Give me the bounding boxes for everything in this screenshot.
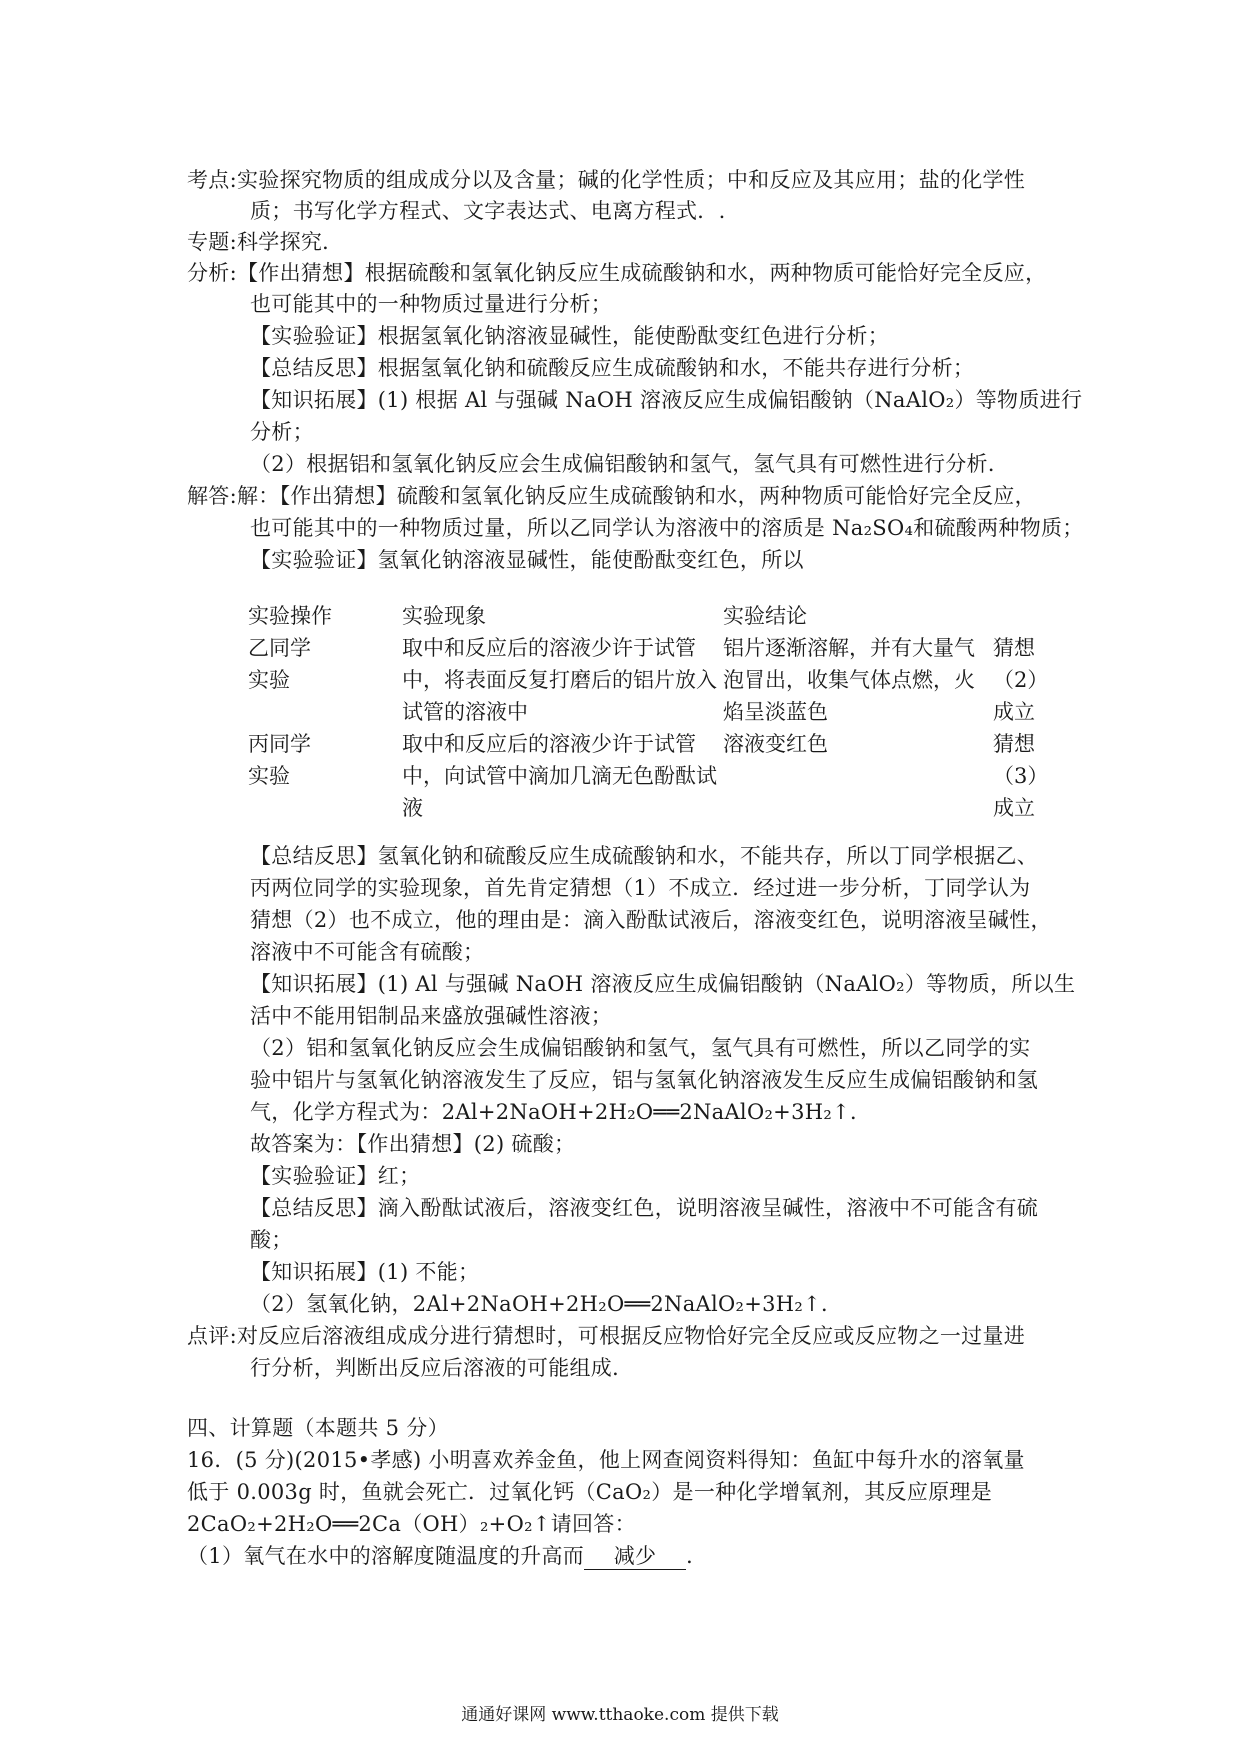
jieda-text-18: （2）氢氧化钠，2Al+2NaOH+2H₂O══2NaAlO₂+3H₂↑． (250, 1292, 843, 1316)
table-header-operation: 实验操作 (248, 604, 332, 628)
jieda-text-8: 【知识拓展】(1) Al 与强碱 NaOH 溶液反应生成偏铝酸钠（NaAlO₂）等物质，所以生 (250, 972, 1076, 996)
kaodian-label: 考点: (187, 168, 237, 192)
table-cell: 猜想 (993, 636, 1035, 660)
table-cell: 中，将表面反复打磨后的铝片放入 (402, 668, 717, 692)
zhuanti-label: 专题: (187, 230, 237, 254)
jieda-text-10: （2）铝和氢氧化钠反应会生成偏铝酸钠和氢气，氢气具有可燃性，所以乙同学的实 (250, 1036, 1031, 1060)
table-cell: 丙同学 (248, 732, 311, 756)
jieda-text-4: 【总结反思】氢氧化钠和硫酸反应生成硫酸钠和水，不能共存，所以丁同学根据乙、 (250, 844, 1039, 868)
fenxi-text-7: （2）根据铝和氢氧化钠反应会生成偏铝酸钠和氢气，氢气具有可燃性进行分析． (250, 452, 1010, 476)
table-cell: 焰呈淡蓝色 (723, 700, 828, 724)
zhuanti-line (187, 226, 343, 258)
fenxi-text-5: 【知识拓展】(1) 根据 Al 与强碱 NaOH 溶液反应生成偏铝酸钠（NaAlO₂）等物质进行 (250, 388, 1083, 412)
table-cell: 取中和反应后的溶液少许于试管 (402, 636, 696, 660)
question-16-line-3: 2CaO₂+2H₂O══2Ca（OH）₂+O₂↑请回答： (187, 1512, 636, 1536)
jieda-text-2: 也可能其中的一种物质过量，所以乙同学认为溶液中的溶质是 Na₂SO₄和硫酸两种物质； (250, 516, 1084, 540)
table-cell: （2） (993, 668, 1049, 692)
table-cell: 猜想 (993, 732, 1035, 756)
fenxi-text-4: 【总结反思】根据氢氧化钠和硫酸反应生成硫酸钠和水，不能共存进行分析； (250, 356, 975, 380)
jieda-text-13: 故答案为：【作出猜想】(2) 硫酸； (250, 1132, 576, 1156)
jieda-text-15: 【总结反思】滴入酚酞试液后，溶液变红色，说明溶液呈碱性，溶液中不可能含有硫 (250, 1196, 1039, 1220)
fenxi-text-6: 分析； (250, 420, 314, 444)
zhuanti-text: 科学探究． (236, 230, 344, 254)
jieda-text-6: 猜想（2）也不成立，他的理由是：滴入酚酞试液后，溶液变红色，说明溶液呈碱性， (250, 908, 1052, 932)
jieda-text-14: 【实验验证】红； (250, 1164, 421, 1188)
table-cell: 乙同学 (248, 636, 311, 660)
table-header-conclusion: 实验结论 (723, 604, 807, 628)
jieda-line-1 (187, 480, 1036, 512)
table-header-phenomenon: 实验现象 (402, 604, 486, 628)
table-cell: 成立 (993, 796, 1035, 820)
jieda-text-1: 解：【作出猜想】硫酸和氢氧化钠反应生成硫酸钠和水，两种物质可能恰好完全反应， (236, 484, 1036, 508)
fenxi-text-3: 【实验验证】根据氢氧化钠溶液显碱性，能使酚酞变红色进行分析； (250, 324, 889, 348)
table-cell: 铝片逐渐溶解，并有大量气 (723, 636, 975, 660)
fenxi-text-1: 【作出猜想】根据硫酸和氢氧化钠反应生成硫酸钠和水，两种物质可能恰好完全反应， (236, 261, 1047, 285)
kaodian-line-1 (187, 164, 1025, 196)
jieda-text-11: 验中铝片与氢氧化钠溶液发生了反应，铝与氢氧化钠溶液发生反应生成偏铝酸钠和氢 (250, 1068, 1039, 1092)
jieda-text-7: 溶液中不可能含有硫酸； (250, 940, 485, 964)
dianping-label: 点评: (187, 1324, 237, 1348)
sub-1-prefix: （1）氧气在水中的溶解度随温度的升高而 (187, 1544, 585, 1568)
table-cell: 实验 (248, 668, 290, 692)
table-cell: 成立 (993, 700, 1035, 724)
table-cell: 实验 (248, 764, 290, 788)
question-16-line-2: 低于 0.003g 时，鱼就会死亡．过氧化钙（CaO₂）是一种化学增氧剂，其反应原理是 (187, 1480, 993, 1504)
kaodian-text-2: 质；书写化学方程式、文字表达式、电离方程式．. (250, 199, 726, 223)
jieda-text-5: 丙两位同学的实验现象，首先肯定猜想（1）不成立．经过进一步分析，丁同学认为 (250, 876, 1031, 900)
dianping-line-1 (187, 1320, 1025, 1352)
answer-blank: 减少 (584, 1543, 686, 1570)
question-16-line-1: 16．(5 分)(2015•孝感) 小明喜欢养金鱼，他上网查阅资料得知：鱼缸中每升水的溶氧量 (187, 1448, 1025, 1472)
question-16-sub-1 (187, 1540, 707, 1572)
section-title: 四、计算题（本题共 5 分） (187, 1416, 449, 1440)
table-cell: 中，向试管中滴加几滴无色酚酞试 (402, 764, 717, 788)
jieda-label: 解答: (187, 484, 237, 508)
jieda-text-16: 酸； (250, 1228, 293, 1252)
page-footer: 通通好课网 www.tthaoke.com 提供下载 (461, 1705, 779, 1725)
jieda-text-17: 【知识拓展】(1) 不能； (250, 1260, 480, 1284)
table-cell: 试管的溶液中 (402, 700, 528, 724)
sub-1-suffix: ． (686, 1544, 708, 1568)
table-cell: （3） (993, 764, 1049, 788)
fenxi-label: 分析: (187, 261, 237, 285)
table-cell: 溶液变红色 (723, 732, 828, 756)
fenxi-line-1 (187, 257, 1046, 289)
table-cell: 泡冒出，收集气体点燃，火 (723, 668, 975, 692)
jieda-text-3: 【实验验证】氢氧化钠溶液显碱性，能使酚酞变红色，所以 (250, 548, 804, 572)
fenxi-text-2: 也可能其中的一种物质过量进行分析； (250, 292, 613, 316)
jieda-text-12: 气，化学方程式为：2Al+2NaOH+2H₂O══2NaAlO₂+3H₂↑． (250, 1100, 872, 1124)
table-cell: 取中和反应后的溶液少许于试管 (402, 732, 696, 756)
kaodian-text-1: 实验探究物质的组成成分以及含量；碱的化学性质；中和反应及其应用；盐的化学性 (236, 168, 1026, 192)
dianping-text-2: 行分析，判断出反应后溶液的可能组成． (250, 1356, 634, 1380)
jieda-text-9: 活中不能用铝制品来盛放强碱性溶液； (250, 1004, 613, 1028)
dianping-text-1: 对反应后溶液组成成分进行猜想时，可根据反应物恰好完全反应或反应物之一过量进 (236, 1324, 1026, 1348)
table-cell: 液 (402, 796, 423, 820)
